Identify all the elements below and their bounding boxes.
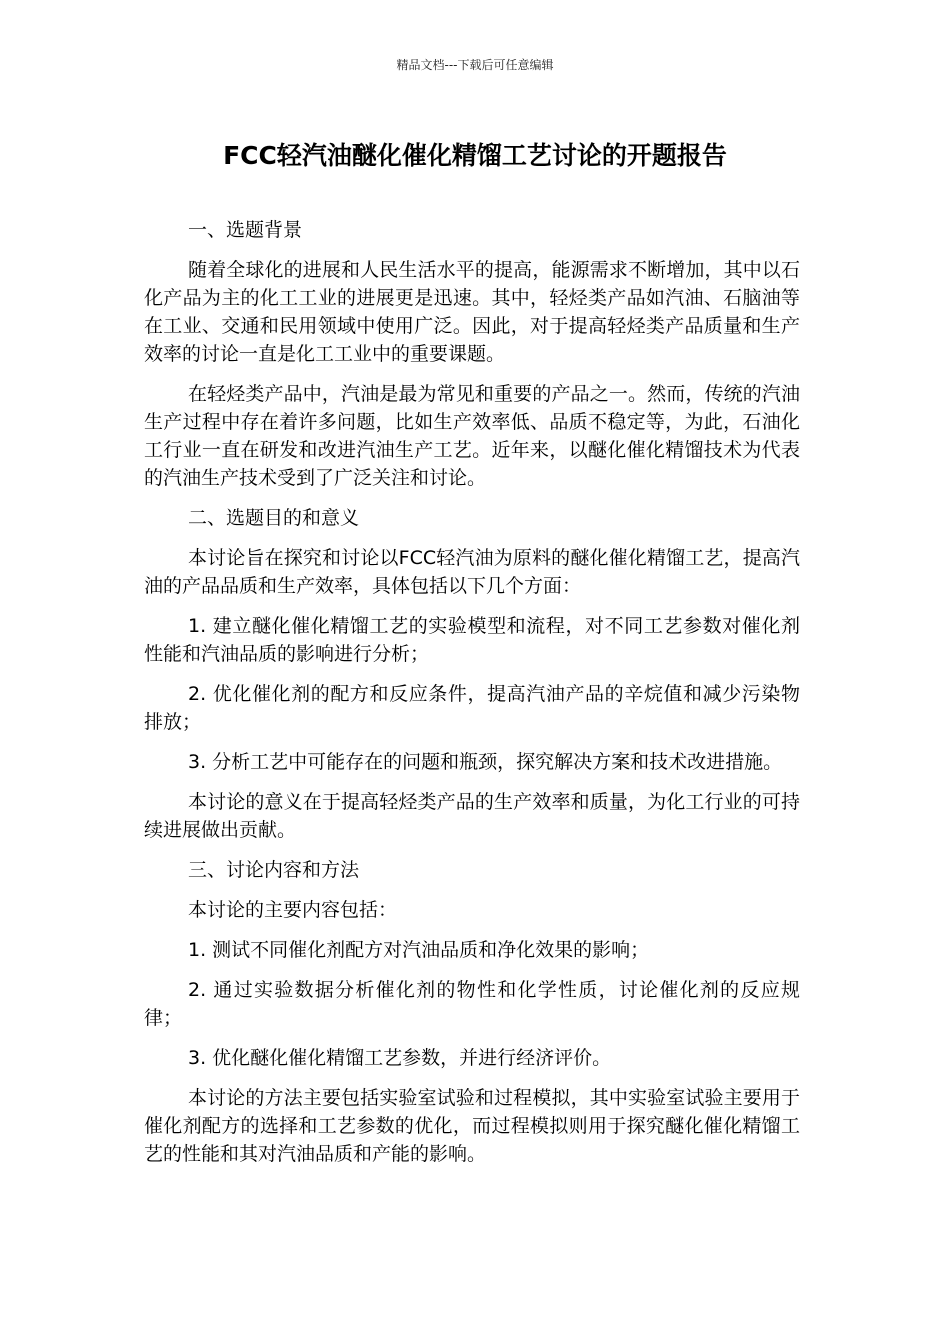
section-heading-purpose: 二、选题目的和意义 <box>188 507 360 529</box>
paragraph: 本讨论的方法主要包括实验室试验和过程模拟，其中实验室试验主要用于催化剂配方的选择和工艺参数的优化，而过程模拟则用于探究醚化催化精馏工艺的性能和其对汽油品质和产能的影响。 <box>144 1087 800 1165</box>
list-item: 2. 优化催化剂的配方和反应条件，提高汽油产品的辛烷值和减少污染物排放； <box>144 683 800 733</box>
list-item: 1. 建立醚化催化精馏工艺的实验模型和流程，对不同工艺参数对催化剂性能和汽油品质的影响进行分析； <box>144 615 800 665</box>
list-item: 1. 测试不同催化剂配方对汽油品质和净化效果的影响； <box>188 939 650 961</box>
document-body <box>144 216 800 1180</box>
paragraph: 本讨论的主要内容包括： <box>188 899 398 921</box>
paragraph: 本讨论旨在探究和讨论以FCC轻汽油为原料的醚化催化精馏工艺，提高汽油的产品品质和生产效率，具体包括以下几个方面： <box>144 547 800 597</box>
paragraph: 随着全球化的进展和人民生活水平的提高，能源需求不断增加，其中以石化产品为主的化工工业的进展更是迅速。其中，轻烃类产品如汽油、石脑油等在工业、交通和民用领域中使用广泛。因此，对于提高轻烃类产品质量和生产效率的讨论一直是化工工业中的重要课题。 <box>144 259 800 365</box>
list-item: 3. 优化醚化催化精馏工艺参数，并进行经济评价。 <box>188 1047 612 1069</box>
paragraph: 本讨论的意义在于提高轻烃类产品的生产效率和质量，为化工行业的可持续进展做出贡献。 <box>144 791 800 841</box>
section-heading-background: 一、选题背景 <box>188 219 303 241</box>
header-note: 精品文档---下载后可任意编辑 <box>396 58 554 72</box>
list-item: 3. 分析工艺中可能存在的问题和瓶颈，探究解决方案和技术改进措施。 <box>188 751 783 773</box>
section-heading-content-method: 三、讨论内容和方法 <box>188 859 360 881</box>
paragraph: 在轻烃类产品中，汽油是最为常见和重要的产品之一。然而，传统的汽油生产过程中存在着许多问题，比如生产效率低、品质不稳定等，为此，石油化工行业一直在研发和改进汽油生产工艺。近年来，以醚化催化精馏技术为代表的汽油生产技术受到了广泛关注和讨论。 <box>144 383 800 489</box>
list-item: 2. 通过实验数据分析催化剂的物性和化学性质，讨论催化剂的反应规律； <box>144 979 800 1029</box>
document-title: FCC轻汽油醚化催化精馏工艺讨论的开题报告 <box>223 141 727 170</box>
